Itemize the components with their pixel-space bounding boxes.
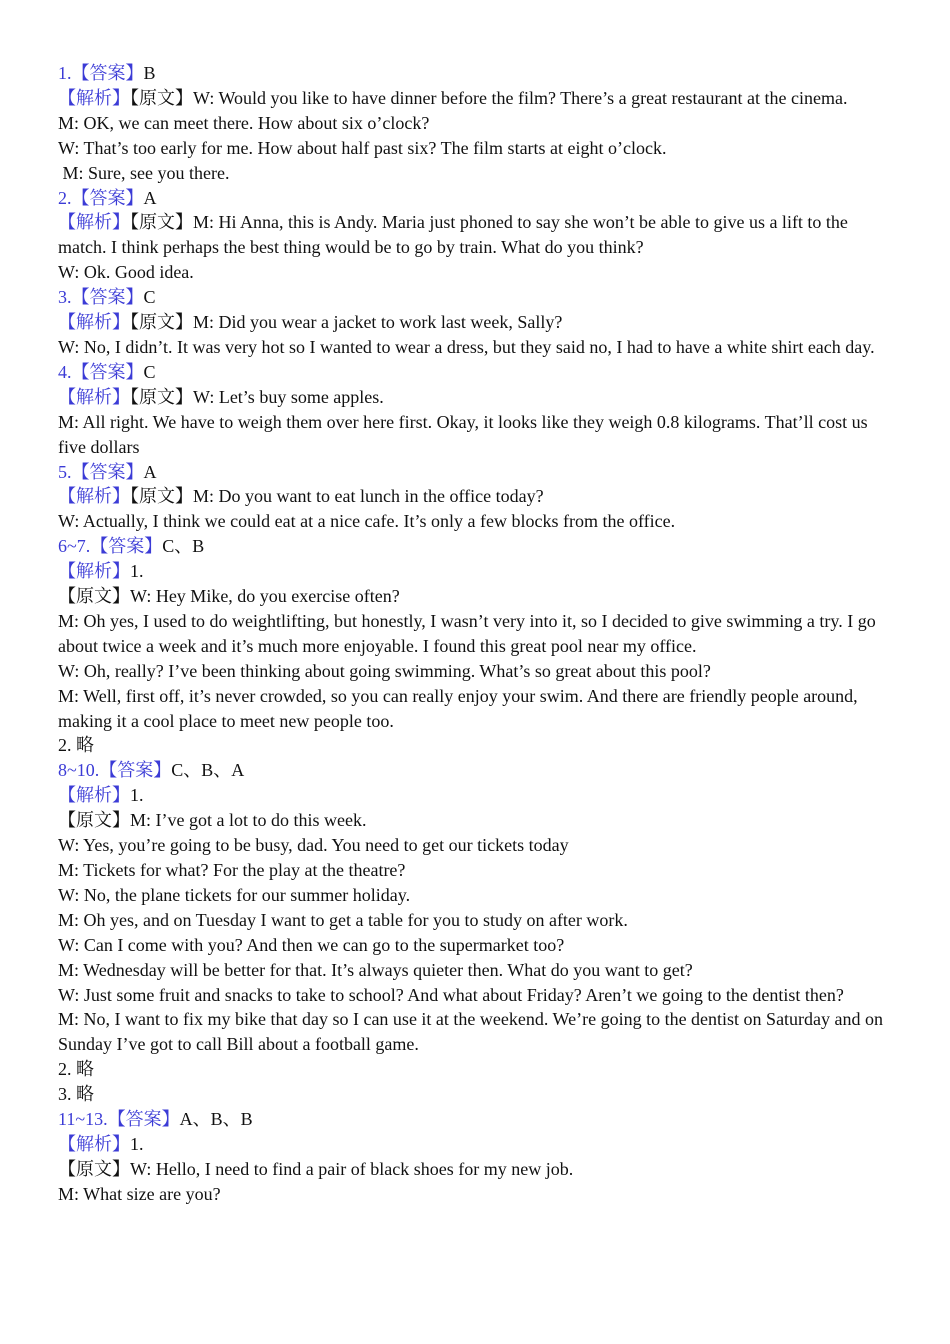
line-text: 1. [130,561,144,582]
dialogue-line [58,858,898,883]
line-text: W: Can I come with you? And then we can go to the supermarket too? [58,934,565,955]
line-text: 【原文】M: Do you want to eat lunch in the office today? [130,486,544,507]
line-text: A [143,187,157,208]
dialogue-line [58,958,898,983]
analysis-label: 【解析】 [58,561,130,582]
answer-label: 8~10.【答案】 [58,760,172,781]
answer-line [58,534,898,559]
answer-line [58,1107,898,1132]
analysis-label: 【解析】 [58,386,130,407]
analysis-line [58,484,898,509]
line-text: A、B、B [179,1109,253,1130]
line-text: 【原文】W: Hello, I need to find a pair of black shoes for my new job. [58,1158,574,1179]
dialogue-line [58,335,898,360]
line-text: 【原文】M: Did you wear a jacket to work last week, Sally? [130,312,563,333]
line-text: M: Well, first off, it’s never crowded, so you can really enjoy your swim. And there are friendly people around, making it a cool place to meet new people too. [58,685,863,731]
answer-label: 4.【答案】 [58,361,144,382]
analysis-label: 【解析】 [58,312,130,333]
dialogue-line [58,161,898,186]
line-text: M: Sure, see you there. [58,162,230,183]
answer-line [58,285,898,310]
analysis-label: 【解析】 [58,212,130,233]
dialogue-line [58,584,898,609]
line-text: M: OK, we can meet there. How about six o’clock? [58,112,430,133]
line-text: C [143,287,156,308]
line-text: W: No, the plane tickets for our summer holiday. [58,884,411,905]
document-body [58,61,898,1207]
line-text: 【原文】M: I’ve got a lot to do this week. [58,810,367,831]
line-text: 1. [130,1133,144,1154]
answer-line [58,61,898,86]
answer-label: 11~13.【答案】 [58,1109,180,1130]
omitted-line [58,1082,898,1107]
line-text: W: Actually, I think we could eat at a nice cafe. It’s only a few blocks from the office. [58,511,676,532]
analysis-line [58,310,898,335]
dialogue-line [58,509,898,534]
line-text: M: Wednesday will be better for that. It’s always quieter then. What do you want to get? [58,959,693,980]
line-text: 1. [130,785,144,806]
dialogue-line [58,1007,898,1057]
line-text: 3. 略 [58,1084,94,1105]
answer-line [58,460,898,485]
dialogue-line [58,111,898,136]
line-text: B [143,63,156,83]
line-text: W: Just some fruit and snacks to take to school? And what about Friday? Aren’t we going to the dentist then? [58,984,844,1005]
analysis-line [58,559,898,584]
line-text: W: Ok. Good idea. [58,262,194,283]
answer-line [58,758,898,783]
line-text: M: Tickets for what? For the play at the theatre? [58,860,406,880]
analysis-line [58,86,898,111]
line-text: 【原文】W: Hey Mike, do you exercise often? [58,586,400,607]
analysis-label: 【解析】 [58,486,130,507]
dialogue-line [58,933,898,958]
line-text: W: That’s too early for me. How about half past six? The film starts at eight o’clock. [58,137,667,158]
analysis-line [58,1132,898,1157]
line-text: 2. 略 [58,735,94,756]
omitted-line [58,733,898,758]
line-text: 【原文】W: Let’s buy some apples. [130,386,384,407]
line-text: C [143,361,156,382]
line-text: M: What size are you? [58,1183,221,1204]
line-text: M: No, I want to fix my bike that day so I can use it at the weekend. We’re going to the dentist on Saturday and on Sunday I’ve got to call Bill about a football game. [58,1009,888,1055]
line-text: W: No, I didn’t. It was very hot so I wanted to wear a dress, but they said no, I had to have a white shirt each day. [58,336,875,357]
analysis-line [58,783,898,808]
line-text: 2. 略 [58,1059,94,1080]
dialogue-line [58,883,898,908]
dialogue-line [58,410,898,460]
line-text: M: All right. We have to weigh them over here first. Okay, it looks like they weigh 0.8 kilograms. That’ll cost us five dollars [58,411,873,457]
answer-line [58,360,898,385]
line-text: W: Yes, you’re going to be busy, dad. You need to get our tickets today [58,835,569,856]
dialogue-line [58,808,898,833]
line-text: 【原文】W: Would you like to have dinner before the film? There’s a great restaurant at the cinema. [130,87,848,108]
answer-label: 5.【答案】 [58,461,144,482]
answer-label: 1.【答案】 [58,63,144,83]
line-text: M: Oh yes, I used to do weightlifting, but honestly, I wasn’t very into it, so I decided to give swimming a try. I go about twice a week and it’s much more enjoyable. I found this great pool near my office. [58,610,881,656]
dialogue-line [58,136,898,161]
line-text: M: Oh yes, and on Tuesday I want to get a table for you to study on after work. [58,909,628,930]
analysis-label: 【解析】 [58,1133,130,1154]
answer-line [58,186,898,211]
line-text: C、B [162,536,205,557]
analysis-line [58,385,898,410]
line-text: C、B、A [171,760,245,781]
dialogue-line [58,1157,898,1182]
analysis-label: 【解析】 [58,785,130,806]
dialogue-line [58,1182,898,1207]
line-text: 【原文】M: Hi Anna, this is Andy. Maria just phoned to say she won’t be able to give us a lift to the match. I think perhaps the best thing would be to go by train. What do you think? [58,212,853,258]
analysis-line [58,210,898,260]
line-text: W: Oh, really? I’ve been thinking about going swimming. What’s so great about this pool? [58,660,711,681]
analysis-label: 【解析】 [58,87,130,108]
dialogue-line [58,908,898,933]
dialogue-line [58,260,898,285]
answer-label: 3.【答案】 [58,287,144,308]
omitted-line [58,1057,898,1082]
answer-label: 2.【答案】 [58,187,144,208]
dialogue-line [58,659,898,684]
dialogue-line [58,833,898,858]
dialogue-line [58,684,898,734]
dialogue-line [58,609,898,659]
dialogue-line [58,983,898,1008]
line-text: A [143,461,157,482]
answer-label: 6~7.【答案】 [58,536,163,557]
